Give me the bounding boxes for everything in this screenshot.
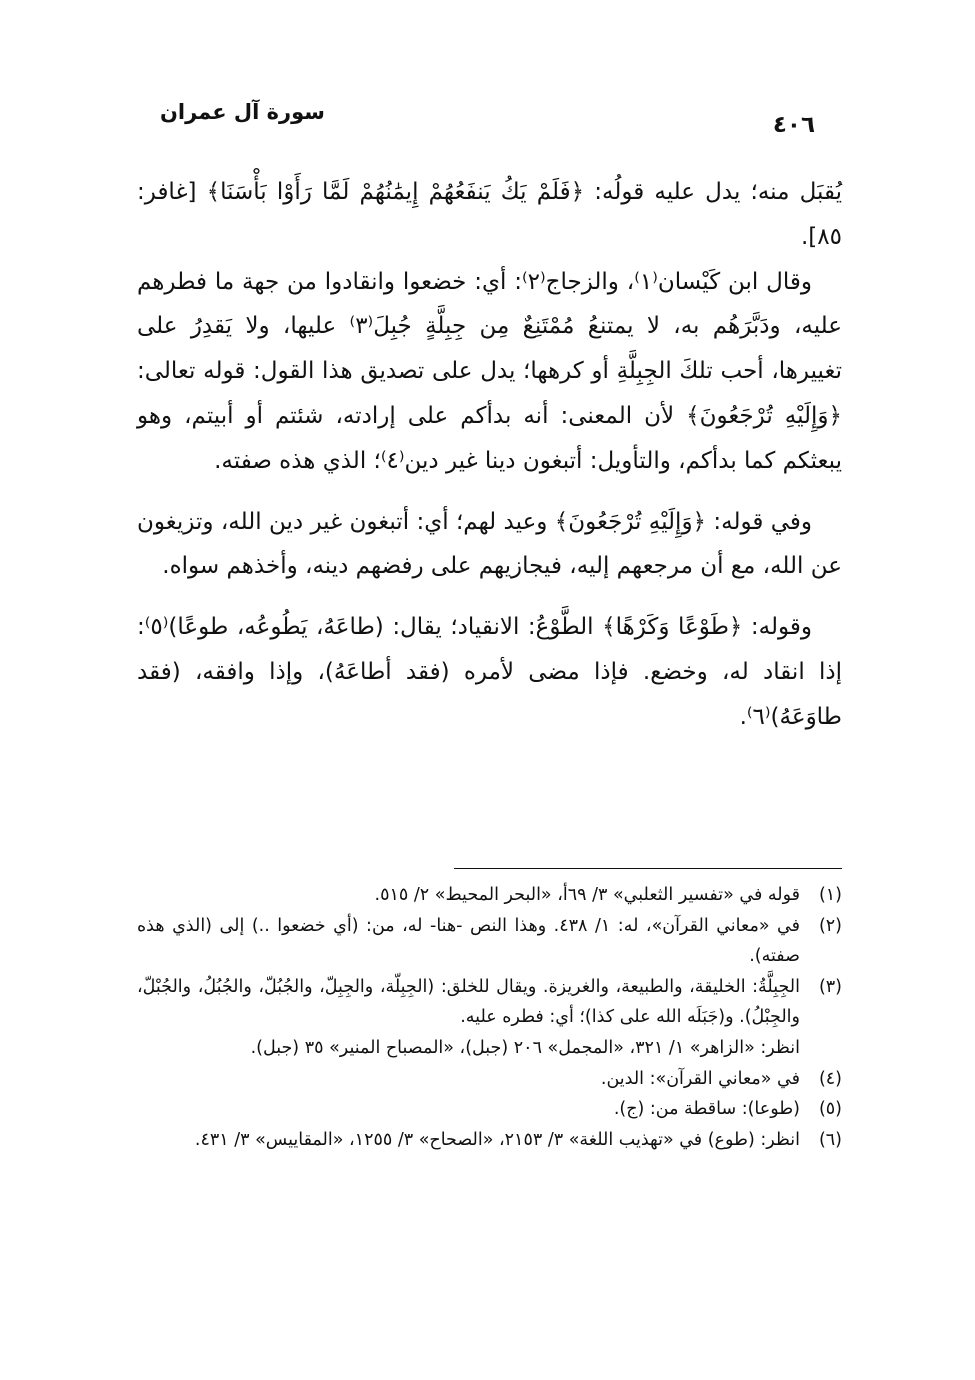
paragraph-3: وفي قوله: ﴿وَإِلَيْهِ تُرْجَعُونَ﴾ وعيد لهم؛ أي: أتبغون غير دين الله، وتزيغون عن الله، مع أن مرجعهم إليه، فيجازيهم على رفضهم دينه، وأخذهم سواه.	[137, 508, 842, 580]
footnote-number: (٤)	[818, 1068, 842, 1089]
running-title: سورة آل عمران	[160, 100, 325, 124]
footnote-1	[137, 880, 842, 911]
footnote-text: الجِبِلَّةُ: الخليقة، والطبيعة، والغريزة. ويقال للخلق: (الجِبِلّة، والجِبِلّ، والجُبُلّ، والجُبُلُ، والجُبْلّ، والجِبْلُ). و(جَبَلَه الله على كذا)؛ أي: فطره عليه.	[137, 976, 800, 1028]
paragraph-1: يُقبَل منه؛ يدل عليه قولُه: ﴿فَلَمْ يَكُ يَنفَعُهُمْ إِيمَٰنُهُمْ لَمَّا رَأَوْا بَأْسَنَا﴾ [غافر: ٨٥].	[137, 179, 842, 250]
footnote-text: انظر: (طوع) في «تهذيب اللغة» ٣/ ٢١٥٣، «الصحاح» ٣/ ١٢٥٥، «المقاييس» ٣/ ٤٣١.	[194, 1129, 800, 1150]
footnote-4	[137, 1064, 842, 1095]
footnote-5	[137, 1094, 842, 1125]
footnote-number: (٢)	[818, 915, 842, 936]
page-number: ٤٠٦	[772, 112, 815, 138]
footnote-body	[137, 911, 800, 972]
footnote-text: في «معاني القرآن»: الدين.	[600, 1068, 800, 1089]
footnote-text: انظر: «الزاهر» ١/ ٣٢١، «المجمل» ٢٠٦ (جبل)، «المصباح المنير» ٣٥ (جبل).	[250, 1037, 800, 1058]
footnote-text: في «معاني القرآن»، له: ١/ ٤٣٨. وهذا النص -هنا- له، من: (أي خضعوا ..) إلى (الذي هذه صفته).	[137, 915, 800, 967]
footnote-body	[137, 880, 800, 911]
main-text	[137, 170, 842, 740]
footnote-body	[137, 972, 800, 1064]
footnote-body	[137, 1125, 800, 1156]
footnote-body	[137, 1064, 800, 1095]
footnote-number: (٥)	[818, 1099, 842, 1120]
footnote-6	[137, 1125, 842, 1156]
footnote-number: (١)	[818, 885, 842, 905]
footnote-number: (٦)	[818, 1129, 842, 1150]
footnote-number: (٣)	[818, 976, 842, 997]
footnote-divider	[454, 868, 842, 869]
footnote-text: (طوعا): ساقطة من: (ج).	[613, 1099, 800, 1120]
footnotes	[137, 880, 842, 1155]
footnote-2	[137, 911, 842, 972]
paragraph-4: وقوله: ﴿طَوْعًا وَكَرْهًا﴾ الطَّوْعُ: الانقياد؛ يقال: (طاعَهُ، يَطُوعُه، طوعًا)⁽٥⁾: إذا انقاد له، وخضع. فإذا مضى لأمره (فقد أطاعَهُ)، وإذا وافقه، (فقد طاوَعَهُ)⁽٦⁾.	[137, 614, 842, 730]
footnote-body	[137, 1094, 800, 1125]
footnote-text: قوله في «تفسير الثعلبي» ٣/ ٦٩أ، «البحر المحيط» ٢/ ٥١٥.	[374, 885, 800, 905]
footnote-3	[137, 972, 842, 1064]
paragraph-2: وقال ابن كَيْسان⁽١⁾، والزجاج⁽٢⁾: أي: خضعوا وانقادوا من جهة ما فطرهم عليه، ودَبَّرَهُم به، لا يمتنعُ مُمْتَنِعٌ مِن جِبِلَّةٍ جُبِلَ⁽٣⁾ عليها، ولا يَقدِرُ على تغييرها، أحب تلكَ الجِبِلَّةِ أو كرهها؛ يدل على تصديق هذا القول: قوله تعالى: ﴿وَإِلَيْهِ تُرْجَعُونَ﴾ لأن المعنى: أنه بدأكم على إرادته، شئتم أو أبيتم، وهو يبعثكم كما بدأكم، والتأويل: أتبغون دينا غير دين⁽٤⁾؛ الذي هذه صفته.	[137, 268, 842, 474]
